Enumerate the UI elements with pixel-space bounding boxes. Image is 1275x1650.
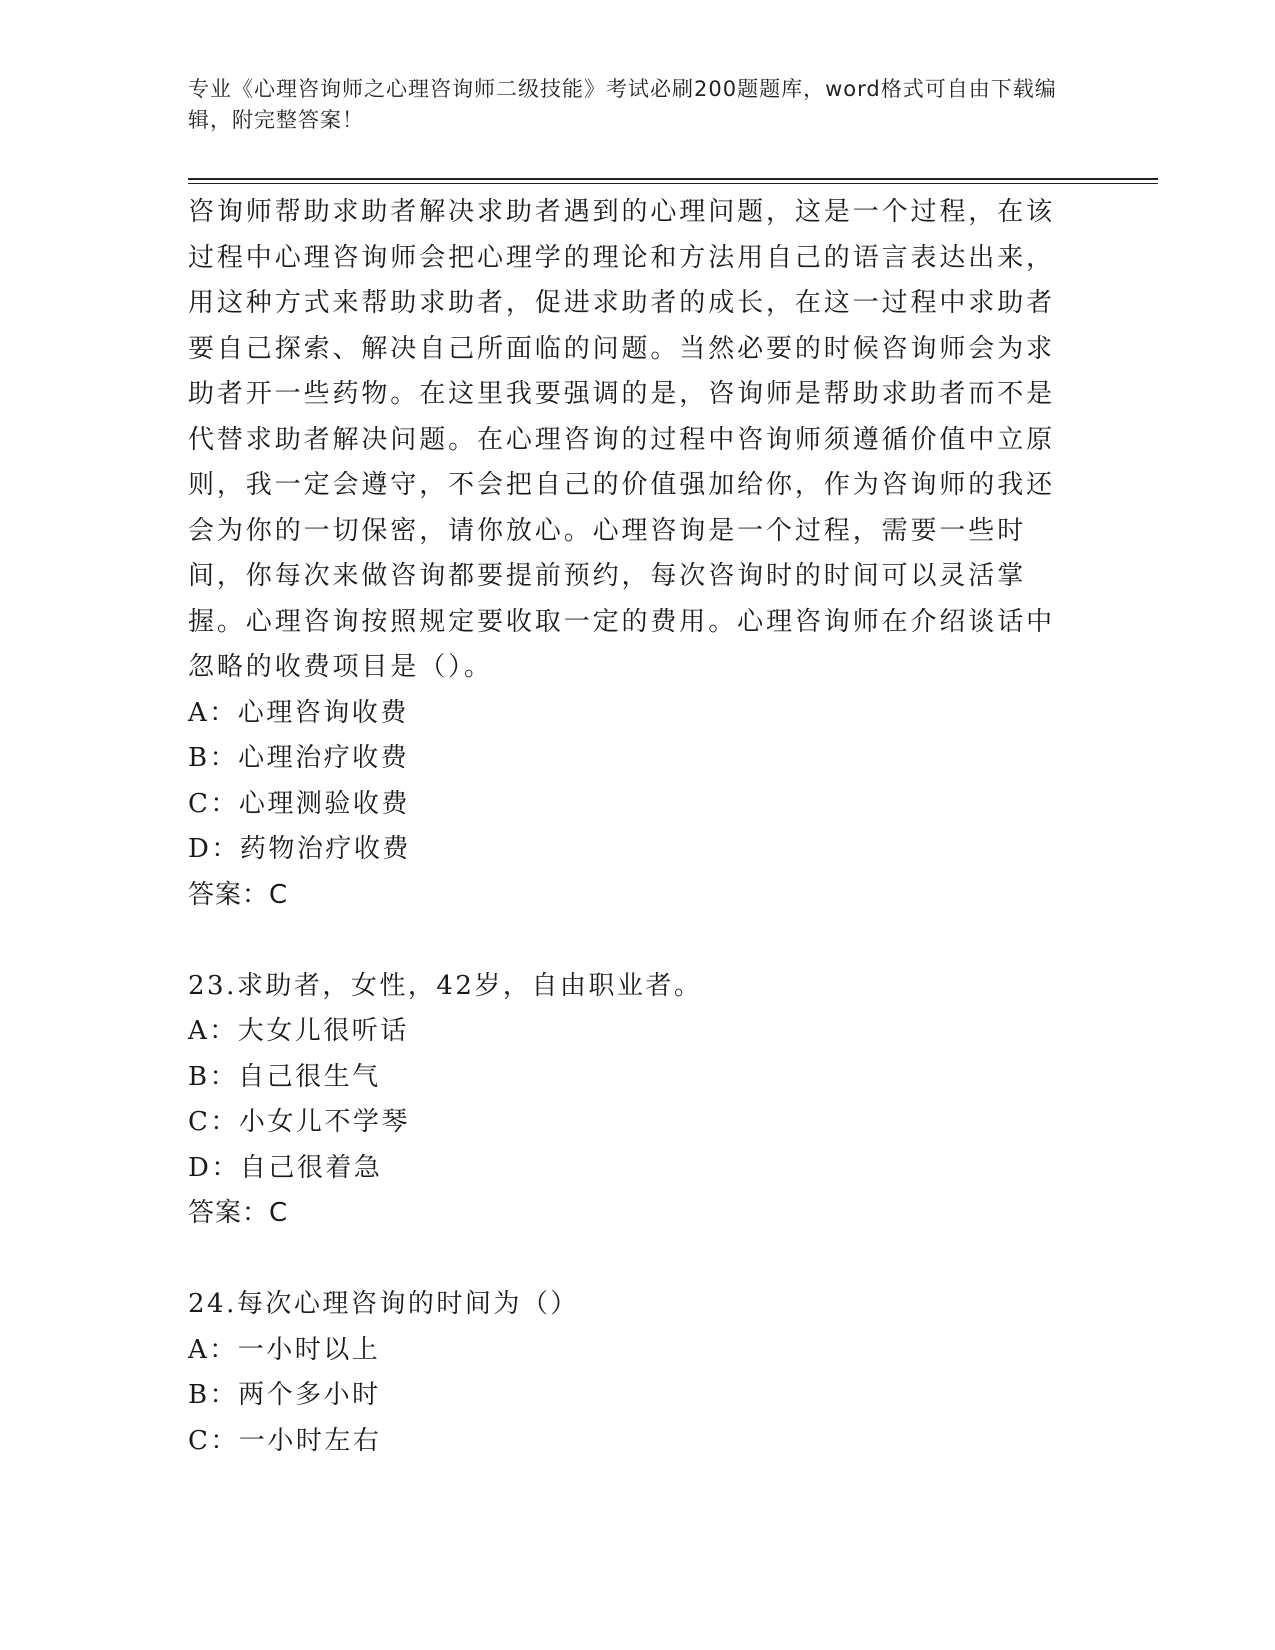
question-title: 23.求助者，女性，42岁，自由职业者。	[188, 970, 703, 1001]
option-a: A：大女儿很听话	[188, 1016, 409, 1046]
option-d: D：药物治疗收费	[188, 834, 411, 864]
question-22	[188, 190, 1068, 918]
option-b: B：心理治疗收费	[188, 743, 410, 773]
answer-line: 答案：C	[188, 879, 289, 910]
option-d: D：自己很着急	[188, 1152, 383, 1183]
question-24	[188, 1282, 1068, 1464]
header-rule-thin	[188, 183, 1158, 184]
option-b: B：两个多小时	[188, 1380, 381, 1410]
answer-line: 答案：C	[188, 1198, 289, 1228]
header-rule-thick	[188, 178, 1158, 180]
option-a: A：心理咨询收费	[188, 697, 409, 728]
spacer	[188, 918, 1068, 964]
question-stem: 咨询师帮助求助者解决求助者遇到的心理问题，这是一个过程，在该过程中心理咨询师会把心理学的理论和方法用自己的语言表达出来，用这种方式来帮助求助者，促进求助者的成长，在这一过程中求助者要自己探索、解决自己所面临的问题。当然必要的时候咨询师会为求助者开一些药物。在这里我要强调的是，咨询师是帮助求助者而不是代替求助者解决问题。在心理咨询的过程中咨询师须遵循价值中立原则，我一定会遵守，不会把自己的价值强加给你，作为咨询师的我还会为你的一切保密，请你放心。心理咨询是一个过程，需要一些时间，你每次来做咨询都要提前预约，每次咨询时的时间可以灵活掌握。心理咨询按照规定要收取一定的费用。心理咨询师在介绍谈话中忽略的收费项目是（）。	[188, 197, 1056, 682]
option-b: B：自己很生气	[188, 1061, 381, 1092]
option-c: C：一小时左右	[188, 1425, 382, 1456]
option-c: C：小女儿不学琴	[188, 1107, 410, 1137]
question-23	[188, 964, 1068, 1237]
question-title: 24.每次心理咨询的时间为（）	[188, 1289, 579, 1319]
option-c: C：心理测验收费	[188, 788, 410, 819]
document-body	[188, 190, 1068, 1464]
document-header: 专业《心理咨询师之心理咨询师二级技能》考试必刷200题题库，word格式可自由下载编辑，附完整答案！	[188, 77, 1057, 132]
option-a: A：一小时以上	[188, 1334, 381, 1365]
spacer	[188, 1237, 1068, 1283]
